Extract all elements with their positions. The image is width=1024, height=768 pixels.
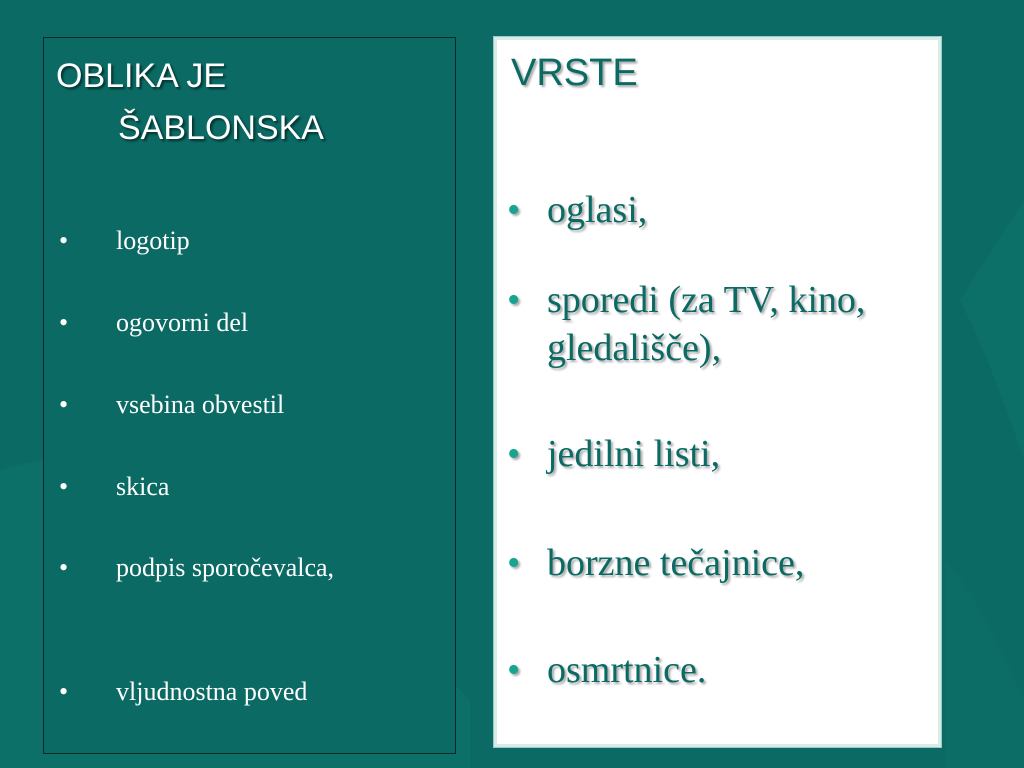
bullet-icon: • <box>59 677 69 706</box>
bullet-icon: • <box>59 308 69 337</box>
bullet-icon: • <box>507 649 521 691</box>
left-list-item-text: vsebina obvestil <box>116 390 285 419</box>
left-title-line2: ŠABLONSKA <box>118 109 324 147</box>
bullet-icon: • <box>507 433 521 475</box>
right-list-item <box>507 539 927 587</box>
bullet-icon: • <box>59 390 69 419</box>
bullet-icon: • <box>59 553 69 582</box>
left-list-item <box>54 387 449 423</box>
right-panel <box>494 37 941 747</box>
left-list-item <box>54 674 449 710</box>
bullet-icon: • <box>507 279 521 321</box>
bullet-icon: • <box>507 189 521 231</box>
left-list-item-text: vljudnostna poved <box>116 677 308 706</box>
bullet-icon: • <box>59 226 69 255</box>
right-list-item-text: sporedi (za TV, kino, gledališče), <box>547 279 866 369</box>
left-list-item <box>54 550 449 586</box>
left-list-item-text: logotip <box>116 226 190 255</box>
right-list-item <box>507 276 927 372</box>
right-panel-title: VRSTE <box>511 52 638 94</box>
left-list-item <box>54 469 449 505</box>
left-list-item-text: skica <box>116 472 170 501</box>
left-list-item-text: podpis sporočevalca, <box>116 553 335 582</box>
left-list-item <box>54 223 449 259</box>
right-list-item-text: borzne tečajnice, <box>547 542 805 584</box>
right-list-item-text: jedilni listi, <box>547 433 721 475</box>
right-list-item <box>507 430 927 478</box>
left-panel-title <box>56 50 324 154</box>
left-title-line1: OBLIKA JE <box>56 57 227 95</box>
right-list-item <box>507 646 927 694</box>
bullet-icon: • <box>507 542 521 584</box>
right-list-item <box>507 186 927 234</box>
bullet-icon: • <box>59 472 69 501</box>
right-list-item-text: oglasi, <box>547 189 648 231</box>
right-list-item-text: osmrtnice. <box>547 649 707 691</box>
left-list-item-text: ogovorni del <box>116 308 249 337</box>
left-panel <box>43 37 456 754</box>
left-list-item <box>54 305 449 341</box>
